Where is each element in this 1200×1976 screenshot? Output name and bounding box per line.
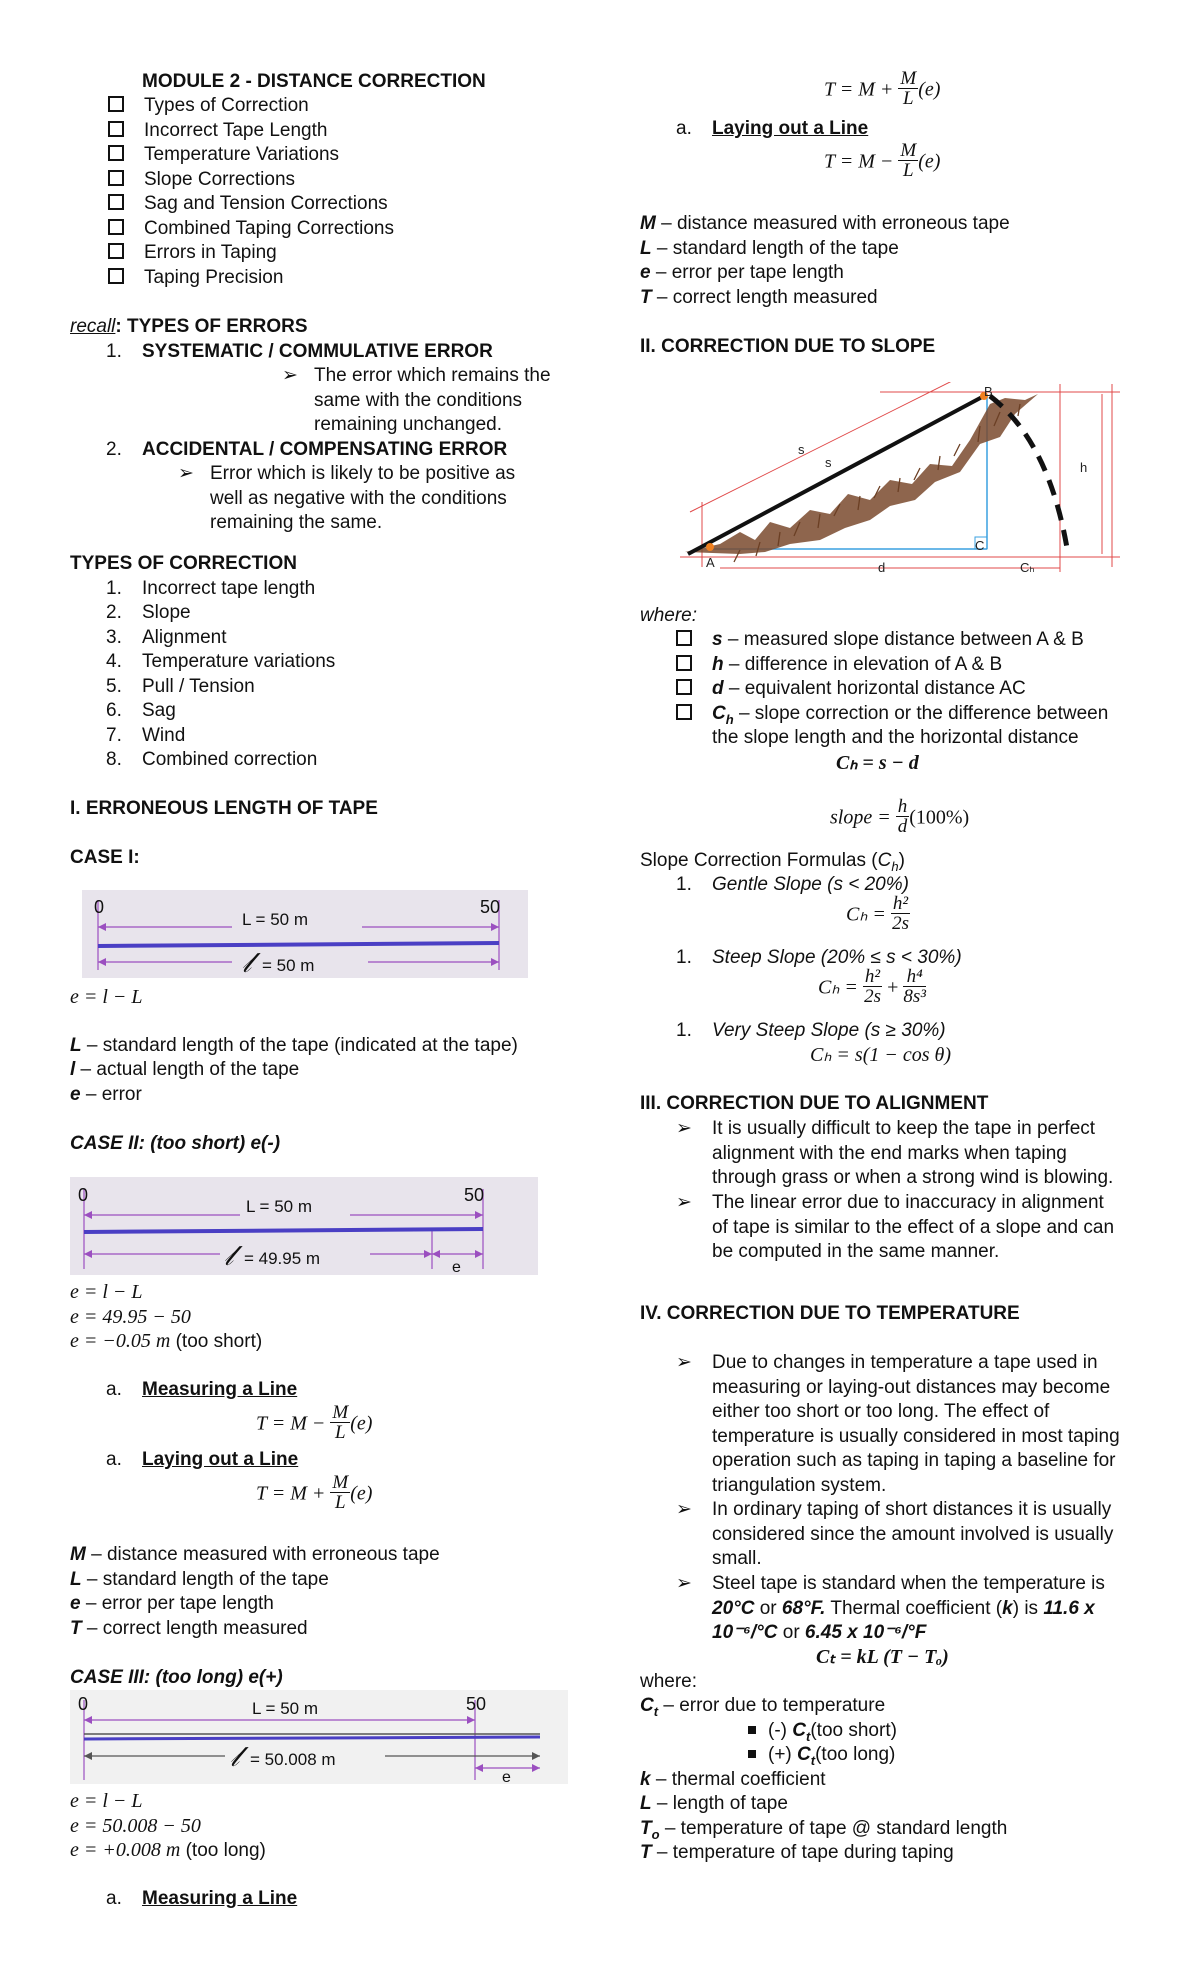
list-number: 2. [106, 439, 122, 460]
tape-zero: 0 [78, 1185, 89, 1205]
list-item: $C_h$ – slope correction or the difference between [676, 702, 1108, 732]
tape-e-label: e [452, 1259, 461, 1275]
bullet-text: In ordinary taping of short distances it is usually considered since the amount involved is usually small. [712, 1499, 1114, 1569]
list-item: Types of Correction [108, 94, 309, 119]
square-bullet-icon [748, 1726, 756, 1734]
list-number: 1. [676, 947, 692, 968]
formula: T = M + $\frac{M}{L}$ (e) [824, 68, 941, 109]
tape-l-label: = 50 m [262, 956, 315, 975]
tape-L-label: L = 50 m [246, 1197, 312, 1216]
case-title: CASE III: (too long) e(+) [70, 1667, 283, 1688]
recall-heading: recall: TYPES OF ERRORS [70, 316, 308, 337]
equation: e = l − L [70, 986, 143, 1008]
tape-figure-case2 [70, 1177, 538, 1275]
list-item: (+) $C_t(too$ long) [748, 1743, 895, 1773]
def-line: L – standard length of the tape (indicated at the tape) [70, 1035, 518, 1056]
def-line: M – distance measured with erroneous tape [70, 1544, 440, 1565]
list-number: 1. [676, 1020, 692, 1041]
formula: Cₕ = $\frac{\text{h²}}{2s}$ + $\frac{\text{h⁴}}{\text{8s³}}$ [818, 966, 926, 1007]
bullet-text: It is usually difficult to keep the tape in perfect alignment with the end marks when taping through grass or when a strong wind is blowing. [712, 1118, 1114, 1188]
def-line: T – correct length measured [70, 1618, 308, 1639]
checkbox-icon [676, 630, 692, 646]
def-line: $C_t$ – error due to temperature [640, 1695, 886, 1719]
checkbox-icon [676, 679, 692, 695]
bullet-text: Due to changes in temperature a tape used in measuring or laying-out distances may become either too short or too long. The effect of temperature is usually considered in most taping operation such as taping in taping a baseline for triangulation system. [712, 1352, 1120, 1496]
tape-L-label: L = 50 m [242, 910, 308, 929]
label-s-outer: s [798, 442, 805, 457]
def-line: e – error per tape length [640, 262, 844, 283]
formula: T = M + $\frac{M}{L}$ (e) [256, 1472, 373, 1513]
square-bullet-icon [748, 1750, 756, 1758]
tape-figure-case3 [70, 1690, 568, 1784]
slope-figure [680, 382, 1120, 582]
script-l-icon: 𝓁 [230, 1741, 240, 1772]
arrow-icon: ➢ [676, 1192, 692, 1213]
point-C: C [975, 538, 985, 553]
def-line: T – temperature of tape during taping [640, 1842, 954, 1863]
def-line: $T_o$ – temperature of tape @ standard length [640, 1818, 1008, 1842]
error-type-title: SYSTEMATIC / COMMULATIVE ERROR [142, 341, 493, 362]
list-number: a. [106, 1449, 122, 1470]
checkbox-icon [108, 268, 124, 284]
def-line: L – standard length of the tape [640, 238, 899, 259]
def-line: l – actual length of the tape [70, 1059, 300, 1080]
def-line: e – error per tape length [70, 1593, 274, 1614]
checkbox-icon [108, 145, 124, 161]
point-A: A [706, 555, 715, 570]
subsection-title: Laying out a Line [712, 118, 869, 139]
equation: e = +0.008 m (too long) [70, 1839, 266, 1861]
label-s-inner: s [825, 455, 832, 470]
checkbox-icon [108, 219, 124, 235]
formulas-title: Slope Correction Formulas $(C_h)$ [640, 850, 905, 874]
slope-type: Very Steep Slope (s ≥ 30%) [712, 1020, 946, 1041]
error-desc: Error which is likely to be positive as well as negative with the conditions remaining the same. [210, 463, 516, 533]
checkbox-icon [108, 170, 124, 186]
checkbox-icon [108, 243, 124, 259]
tape-l-label: = 49.95 m [244, 1249, 321, 1268]
label-ch: Cₕ [1020, 560, 1035, 575]
slope-type: Steep Slope (20% ≤ s < 30%) [712, 947, 962, 968]
equation: e = −0.05 m (too short) [70, 1330, 263, 1352]
checkbox-icon [108, 121, 124, 137]
bullet-text: Steel tape is standard when the temperature is 20°C or 68°F. Thermal coefficient (k) is 11.6 x 10⁻⁶/°C or 6.45 x 10⁻⁶/°F [712, 1573, 1105, 1643]
script-l-icon: 𝓁 [242, 947, 252, 978]
equation: e = 50.008 − 50 [70, 1815, 201, 1837]
arrow-icon: ➢ [676, 1118, 692, 1139]
script-l-icon: 𝓁 [224, 1240, 234, 1271]
list-number: 1. [676, 874, 692, 895]
list-item: Sag and Tension Corrections [108, 192, 388, 217]
formula: Cₜ = kL (T − Tₒ) [816, 1646, 949, 1668]
label-h: h [1080, 460, 1088, 475]
tape-fifty: 50 [480, 897, 501, 917]
case-title: CASE I: [70, 847, 140, 868]
subsection-title: Laying out a Line [142, 1449, 299, 1470]
types-title: TYPES OF CORRECTION [70, 553, 297, 574]
tape-L-label: L = 50 m [252, 1699, 318, 1718]
subsection-title: Measuring a Line [142, 1888, 298, 1909]
tape-fifty: 50 [466, 1694, 487, 1714]
section-title: IV. CORRECTION DUE TO TEMPERATURE [640, 1303, 1020, 1324]
equation: e = l − L [70, 1790, 143, 1812]
list-item-cont: the slope length and the horizontal distance [712, 727, 1079, 748]
where-label: where: [640, 1671, 698, 1692]
arrow-icon: ➢ [676, 1352, 692, 1373]
equation: e = 49.95 − 50 [70, 1306, 191, 1328]
tape-zero: 0 [78, 1694, 89, 1714]
arrow-icon: ➢ [282, 365, 298, 386]
def-line: T – correct length measured [640, 287, 878, 308]
def-line: e – error [70, 1084, 142, 1105]
formula: T = M − $\frac{M}{L}$ (e) [256, 1402, 373, 1443]
list-number: a. [106, 1379, 122, 1400]
tape-fifty: 50 [464, 1185, 485, 1205]
list-item: Taping Precision [108, 266, 283, 291]
tape-figure-case1 [82, 890, 528, 978]
checkbox-icon [108, 96, 124, 112]
def-line: M – distance measured with erroneous tape [640, 213, 1010, 234]
list-item: Temperature Variations [108, 143, 339, 168]
checkbox-icon [108, 194, 124, 210]
error-desc: The error which remains the same with the conditions remaining unchanged. [314, 365, 551, 435]
section-title: III. CORRECTION DUE TO ALIGNMENT [640, 1093, 989, 1114]
def-line: L – standard length of the tape [70, 1569, 329, 1590]
section-title: II. CORRECTION DUE TO SLOPE [640, 336, 936, 357]
checkbox-icon [676, 655, 692, 671]
list-number: a. [106, 1888, 122, 1909]
section-title: I. ERRONEOUS LENGTH OF TAPE [70, 798, 378, 819]
formula: T = M − $\frac{M}{L}$ (e) [824, 140, 941, 181]
case-title: CASE II: (too short) e(-) [70, 1133, 281, 1154]
checkbox-icon [676, 704, 692, 720]
def-line: k – thermal coefficient [640, 1769, 826, 1790]
list-item: s – measured slope distance between A & B [676, 628, 1084, 653]
def-line: L – length of tape [640, 1793, 788, 1814]
where-label: where: [640, 605, 698, 626]
list-item: h – difference in elevation of A & B [676, 653, 1002, 678]
formula: Cₕ = s − d [836, 752, 919, 774]
tape-l-label: = 50.008 m [250, 1750, 336, 1769]
bullet-text: The linear error due to inaccuracy in alignment of tape is similar to the effect of a slope and can be computed in the same manner. [712, 1192, 1115, 1262]
subsection-title: Measuring a Line [142, 1379, 298, 1400]
list-item: d – equivalent horizontal distance AC [676, 677, 1026, 702]
list-number: a. [676, 118, 692, 139]
equation: e = l − L [70, 1281, 143, 1303]
list-item: Combined Taping Corrections [108, 217, 394, 242]
arrow-icon: ➢ [178, 463, 194, 484]
list-item: Slope Corrections [108, 168, 295, 193]
formula: Cₕ = $\frac{\text{h²}}{2s}$ [846, 893, 909, 934]
list-item: Incorrect Tape Length [108, 119, 327, 144]
list-item: Errors in Taping [108, 241, 277, 266]
list-item: (-) $C_t(too$ short) [748, 1719, 897, 1749]
arrow-icon: ➢ [676, 1573, 692, 1594]
formula: slope = $\frac{h}{d}$ (100%) [830, 796, 970, 837]
tape-e-label: e [502, 1769, 511, 1784]
list-number: 1. [106, 341, 122, 362]
error-type-title: ACCIDENTAL / COMPENSATING ERROR [142, 439, 508, 460]
arrow-icon: ➢ [676, 1499, 692, 1520]
slope-type: Gentle Slope (s < 20%) [712, 874, 909, 895]
point-B: B [984, 384, 993, 399]
label-d: d [878, 560, 886, 575]
module-title: MODULE 2 - DISTANCE CORRECTION [142, 71, 486, 92]
tape-zero: 0 [94, 897, 105, 917]
formula: Cₕ = s(1 − cos θ) [810, 1044, 952, 1066]
